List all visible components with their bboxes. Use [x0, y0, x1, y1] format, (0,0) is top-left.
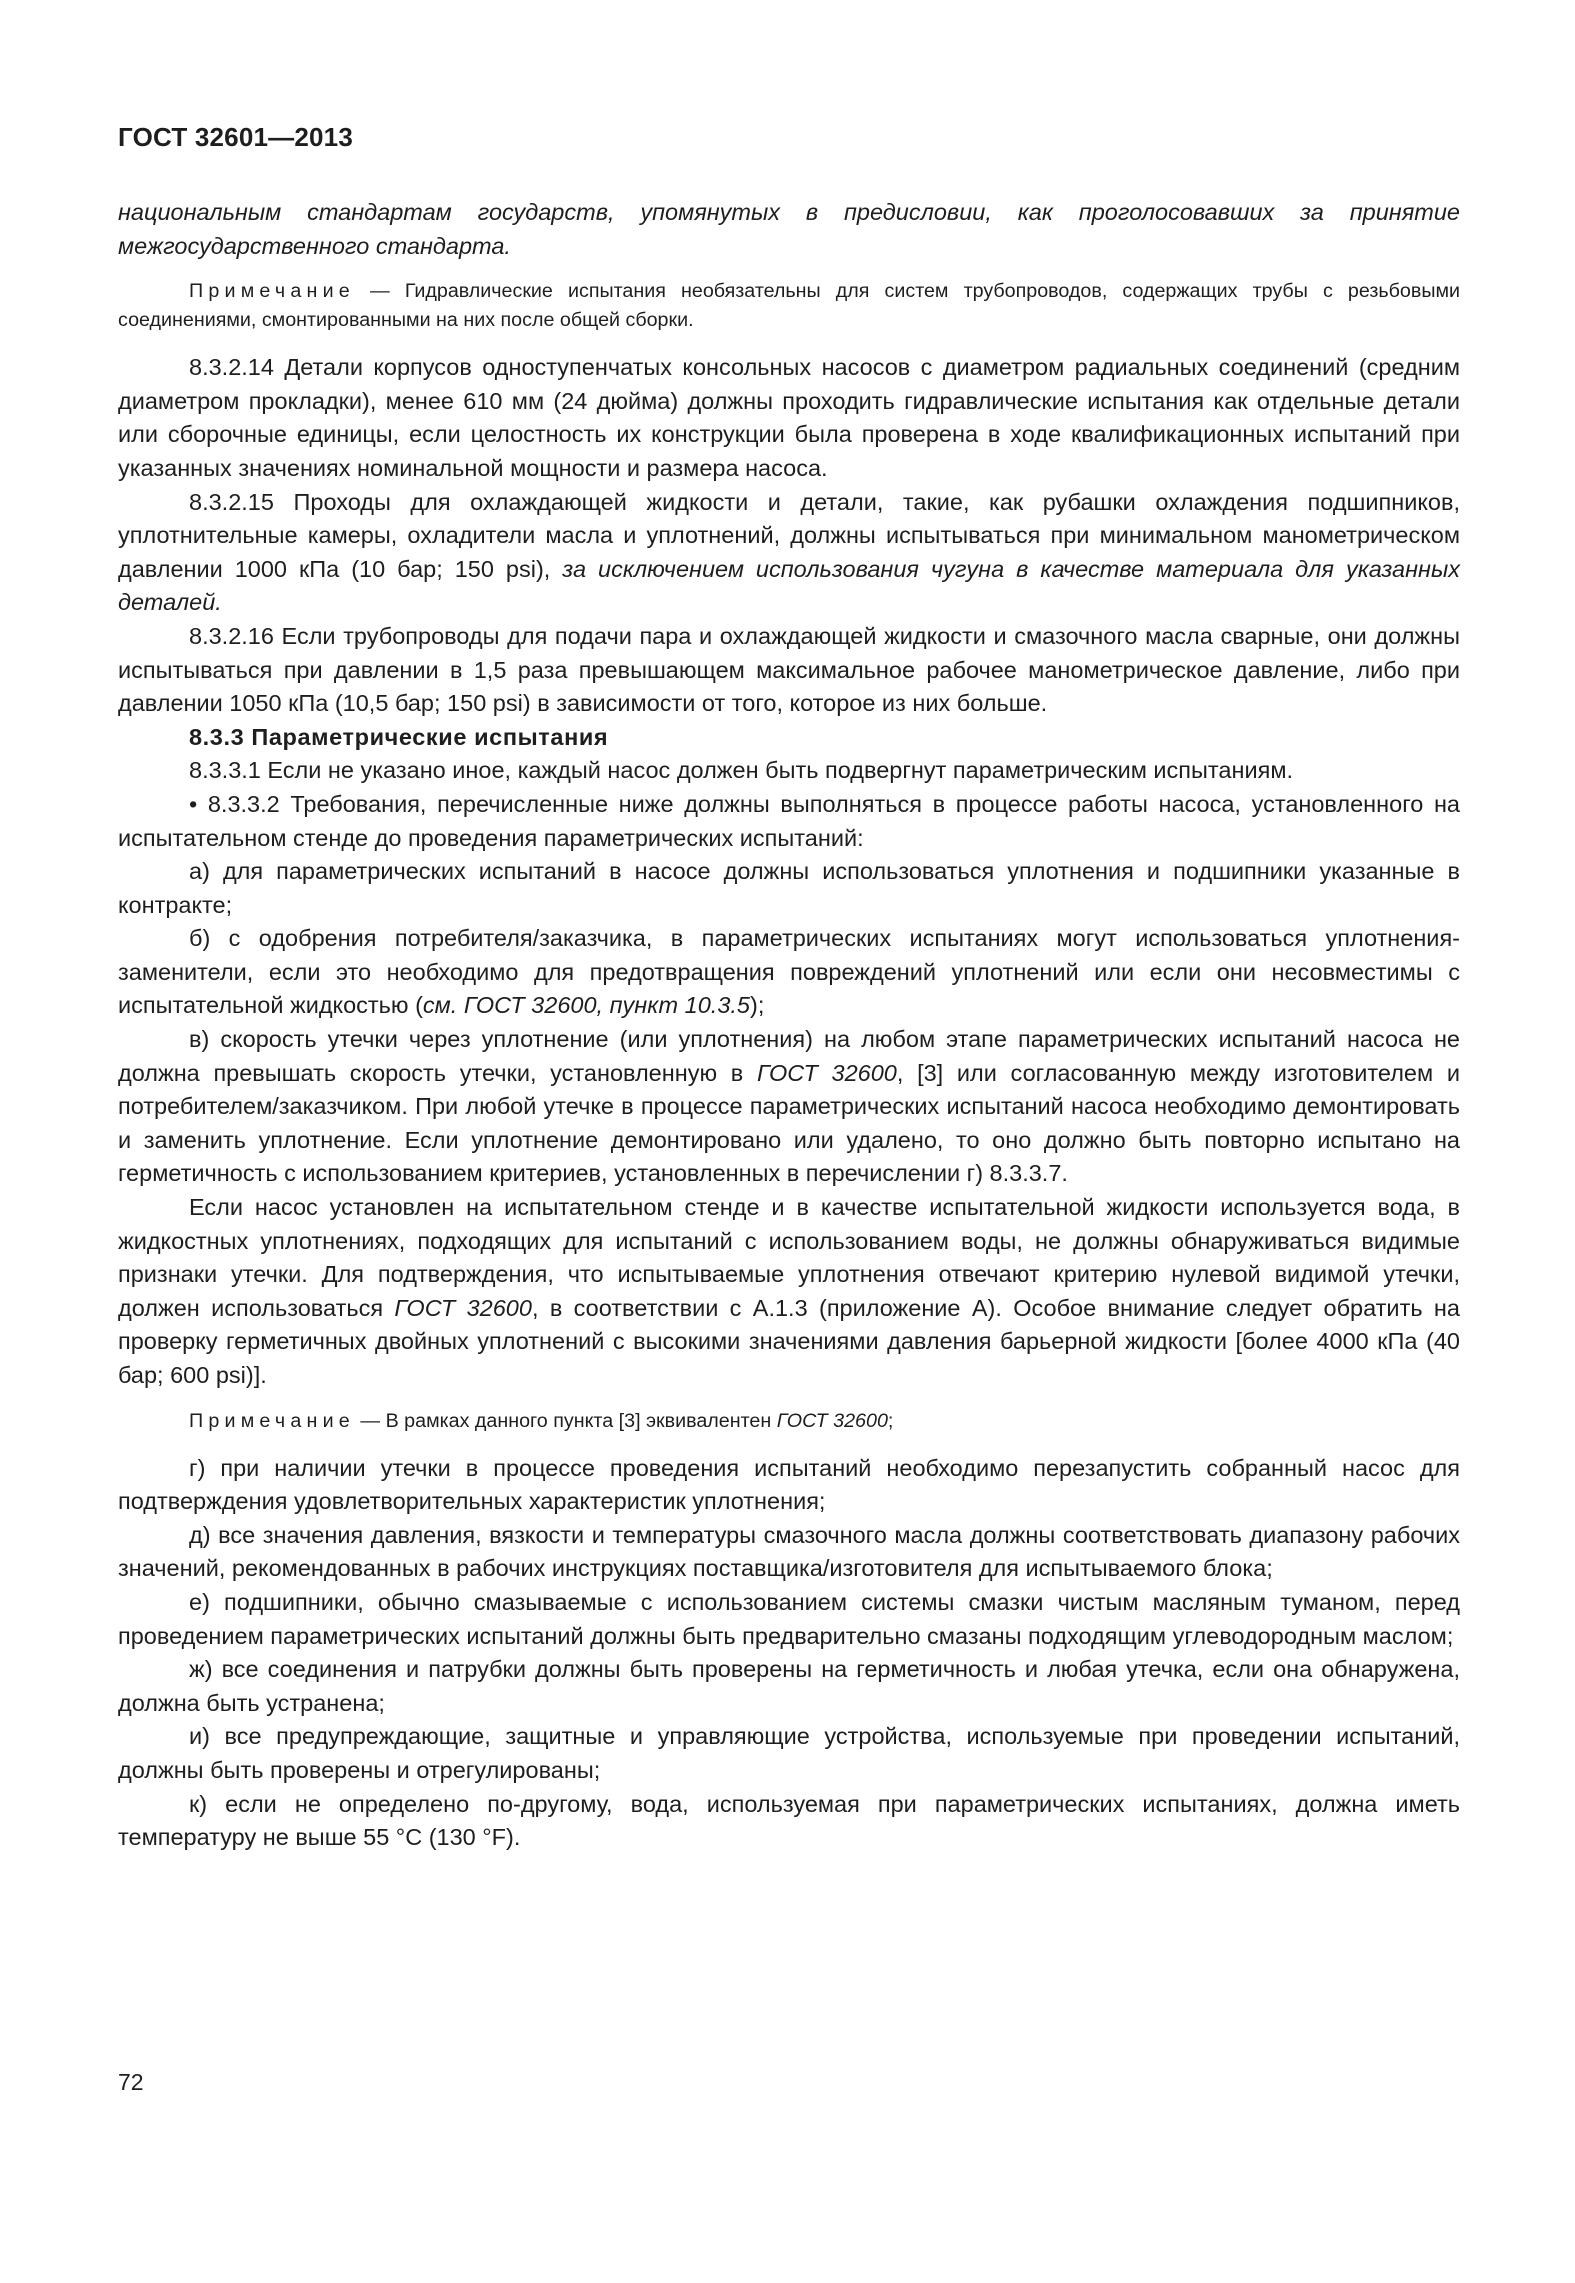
paragraph-water-test	[118, 1191, 1460, 1393]
paragraph-8-3-3-1: 8.3.3.1 Если не указано иное, каждый насос должен быть подвергнут параметрическим испытаниям.	[189, 757, 1294, 784]
note-1-label: Примечание	[189, 280, 355, 303]
list-item-b-text: б) с одобрения потребителя/заказчика, в параметрических испытаниях могут использоваться уплотнения-заменители, если это необходимо для предотвращения повреждений уплотнений или если они несовместимы с испытательной жидкостью (	[118, 925, 1460, 1019]
paragraph-8-3-2-15-italic: за исключением использования чугуна в качестве материала для указанных деталей.	[118, 555, 1460, 616]
paragraph-8-3-2-16: 8.3.2.16 Если трубопроводы для подачи пара и охлаждающей жидкости и смазочного масла сварные, они должны испытываться при давлении в 1,5 раза превышающем максимальное рабочее манометрическое давление, либо при давлении 1050 кПа (10,5 бар; 150 psi) в зависимости от того, которое из них больше.	[118, 622, 1460, 717]
page-header-title: ГОСТ 32601—2013	[118, 122, 353, 152]
list-item-b-end: );	[750, 992, 765, 1019]
paragraph-water-test-reference: ГОСТ 32600	[394, 1294, 532, 1321]
list-item-v-text: в) скорость утечки через уплотнение (или уплотнения) на любом этапе параметрических испытаний насоса не должна превышать скорость утечки, установленную в	[118, 1026, 1460, 1086]
paragraph-8-3-2-15	[118, 486, 1460, 620]
note-1	[118, 277, 1460, 335]
paragraph-8-3-3-2: • 8.3.3.2 Требования, перечисленные ниже должны выполняться в процессе работы насоса, установленного на испытательном стенде до проведения параметрических испытаний:	[118, 790, 1460, 851]
list-item-zh: ж) все соединения и патрубки должны быть проверены на герметичность и любая утечка, если она обнаружена, должна быть устранена;	[118, 1656, 1460, 1716]
list-item-g: г) при наличии утечки в процессе проведения испытаний необходимо перезапустить собранный насос для подтверждения удовлетворительных характеристик уплотнения;	[118, 1454, 1460, 1515]
list-item-v-reference: ГОСТ 32600	[756, 1059, 897, 1086]
page-number: 72	[118, 2069, 144, 2095]
note-2	[118, 1407, 1460, 1436]
paragraph-water-test-text: Если насос установлен на испытательном стенде и в качестве испытательной жидкости используется вода, в жидкостных уплотнениях, подходящих для испытаний с использованием воды, не должны обнаруживаться видимые признаки утечки. Для подтверждения, что испытываемые уплотнения отвечают критерию нулевой видимой утечки, должен использоваться	[118, 1194, 1460, 1321]
intro-paragraph: национальным стандартам государств, упомянутых в предисловии, как проголосовавших за принятие межгосударственного стандарта.	[118, 199, 1460, 259]
section-heading-8-3-3: 8.3.3 Параметрические испытания	[189, 723, 609, 750]
note-2-text: — В рамках данного пункта [3] эквивалентен	[354, 1409, 777, 1432]
list-item-i: и) все предупреждающие, защитные и управляющие устройства, используемые при проведении испытаний, должны быть проверены и отрегулированы;	[118, 1723, 1460, 1783]
list-item-v-rest: , [3] или согласованную между изготовителем и потребителем/заказчиком. При любой утечке в процессе параметрических испытаний насоса необходимо демонтировать и заменить уплотнение. Если уплотнение демонтировано или удалено, то оно должно быть повторно испытано на герметичность с использованием критериев, установленных в перечислении г) 8.3.3.7.	[118, 1059, 1460, 1187]
note-1-text: — Гидравлические испытания необязательны для систем трубопроводов, содержащих трубы с резьбовыми соединениями, смонтированными на них после общей сборки.	[118, 280, 1460, 332]
paragraph-8-3-2-15-text: 8.3.2.15 Проходы для охлаждающей жидкости и детали, такие, как рубашки охлаждения подшипников, уплотнительные камеры, охладители масла и уплотнений, должны испытываться при минимальном манометрическом давлении 1000 кПа (10 бар; 150 psi),	[118, 488, 1460, 582]
page-content	[118, 196, 1460, 1855]
note-2-end: ;	[887, 1409, 894, 1432]
list-item-a: а) для параметрических испытаний в насосе должны использоваться уплотнения и подшипники указанные в контракте;	[118, 858, 1460, 918]
paragraph-water-test-rest: , в соответствии с А.1.3 (приложение А). Особое внимание следует обратить на проверку герметичных двойных уплотнений с высокими значениями давления барьерной жидкости [более 4000 кПа (40 бар; 600 psi)].	[118, 1294, 1460, 1388]
list-item-b	[118, 922, 1460, 1023]
list-item-v	[118, 1023, 1460, 1191]
list-item-b-reference: см. ГОСТ 32600, пункт 10.3.5	[422, 992, 751, 1019]
list-item-d: д) все значения давления, вязкости и температуры смазочного масла должны соответствовать диапазону рабочих значений, рекомендованных в рабочих инструкциях поставщика/изготовителя для испытываемого блока;	[118, 1521, 1460, 1582]
note-2-label: Примечание	[189, 1409, 355, 1432]
document-page	[118, 0, 1460, 2283]
paragraph-8-3-2-14: 8.3.2.14 Детали корпусов одноступенчатых консольных насосов с диаметром радиальных соединений (средним диаметром прокладки), менее 610 мм (24 дюйма) должны проходить гидравлические испытания как отдельные детали или сборочные единицы, если целостность их конструкции была проверена в ходе квалификационных испытаний при указанных значениях номинальной мощности и размера насоса.	[118, 354, 1460, 481]
list-item-e: е) подшипники, обычно смазываемые с использованием системы смазки чистым масляным туманом, перед проведением параметрических испытаний должны быть предварительно смазаны подходящим углеводородным маслом;	[118, 1588, 1460, 1649]
list-item-k: к) если не определено по-другому, вода, используемая при параметрических испытаниях, должна иметь температуру не выше 55 °С (130 °F).	[118, 1790, 1460, 1851]
note-2-reference: ГОСТ 32600	[776, 1409, 888, 1432]
